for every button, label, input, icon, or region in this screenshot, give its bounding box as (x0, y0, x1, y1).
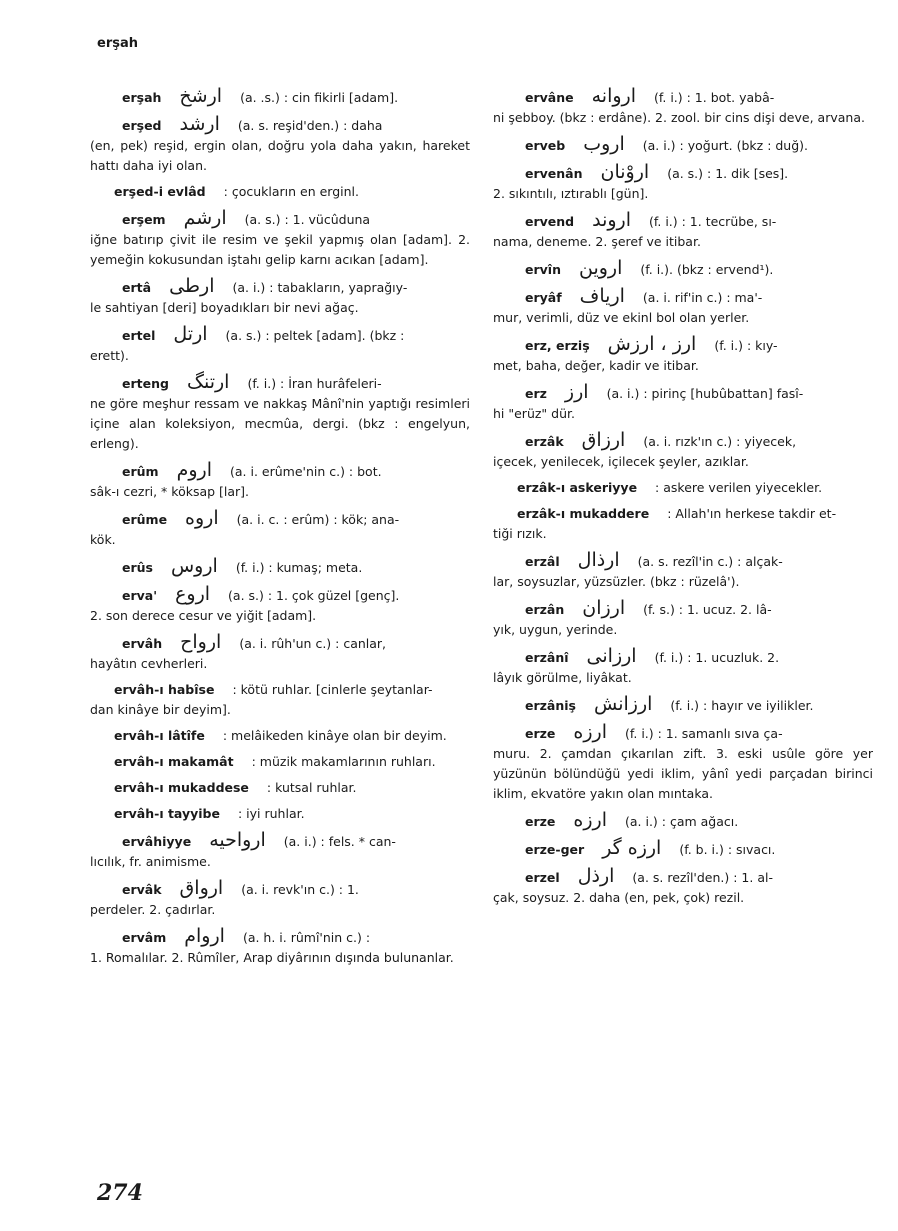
definition-continuation: kök. (90, 532, 116, 547)
entry-first-line (90, 584, 470, 606)
dictionary-entry (493, 210, 873, 252)
definition-start: (a. s. reşid'den.) : daha (237, 118, 383, 133)
definition-start: (a. i.) : fels. * can- (283, 834, 396, 849)
definition-start: (f. i.) : kıy- (714, 338, 778, 353)
entry-first-line (90, 372, 470, 394)
arabic-script: ارتل (173, 323, 208, 345)
arabic-script: اروم (176, 459, 212, 481)
definition-start: (f. i.) : 1. tecrübe, sı- (649, 214, 777, 229)
entry-first-line (493, 478, 873, 498)
headword: erzâk (525, 434, 564, 449)
arabic-script: ارواحیه (209, 829, 266, 851)
dictionary-entry (90, 324, 470, 366)
definition-start: (f. i.) : 1. ucuzluk. 2. (654, 650, 780, 665)
arabic-script: اروام (184, 925, 225, 947)
dictionary-entry (90, 830, 470, 872)
entry-first-line (90, 86, 470, 108)
definition-start: (f. i.) : 1. bot. yabâ- (654, 90, 775, 105)
entry-first-line (493, 382, 873, 404)
entry-first-line (493, 86, 873, 108)
definition-continuation: lıcılık, fr. animisme. (90, 854, 211, 869)
definition-continuation: met, baha, değer, kadir ve itibar. (493, 358, 699, 373)
entry-first-line (493, 722, 873, 744)
dictionary-entry (90, 778, 470, 798)
dictionary-entry (90, 182, 470, 202)
arabic-script: اروانه (591, 85, 636, 107)
definition-continuation: (en, pek) reşid, ergin olan, doğru yola daha yakın, hareket hattı daha iyi olan. (90, 138, 470, 173)
dictionary-entry (90, 372, 470, 454)
definition-continuation: hayâtın cevherleri. (90, 656, 208, 671)
definition-start: (a. h. i. rûmî'nin c.) : (242, 930, 371, 945)
headword: ervâh-ı habîse (114, 682, 215, 697)
dictionary-entry (493, 430, 873, 472)
dictionary-entry (90, 878, 470, 920)
arabic-script: ارزانش (593, 693, 653, 715)
dictionary-entry (493, 504, 873, 544)
entry-first-line (90, 556, 470, 578)
definition-start: (f. s.) : 1. ucuz. 2. lâ- (643, 602, 772, 617)
entry-first-line (90, 182, 470, 202)
definition-start: (a. i. rızk'ın c.) : yiyecek, (643, 434, 797, 449)
headword: ertâ (122, 280, 152, 295)
arabic-script: ارذل (577, 865, 615, 887)
definition-start: : kötü ruhlar. [cinlerle şeytanlar- (232, 682, 433, 697)
entry-first-line (493, 646, 873, 668)
entry-first-line (90, 632, 470, 654)
arabic-script: اروْنان (600, 161, 650, 183)
definition-continuation: iğne batırıp çivit ile resim ve şekil yapmış olan [adam]. 2. yemeğin kokusundan iştahı gelip karnı acıkan [adam]. (90, 232, 470, 267)
definition-start: (f. i.) : kumaş; meta. (235, 560, 363, 575)
definition-start: (f. i.) : 1. samanlı sıva ça- (625, 726, 783, 741)
entry-first-line (90, 680, 470, 700)
headword: ervâh-ı makamât (114, 754, 234, 769)
arabic-script: ارزانی (586, 645, 637, 667)
dictionary-entry (90, 114, 470, 176)
arabic-script: ارزان (582, 597, 626, 619)
definition-continuation: ni şebboy. (bkz : erdâne). 2. zool. bir cins dişi deve, arvana. (493, 110, 865, 125)
definition-continuation: lâyık görülme, liyâkat. (493, 670, 632, 685)
dictionary-entry (90, 584, 470, 626)
definition-start: : melâikeden kinâye olan bir deyim. (222, 728, 447, 743)
definition-continuation: içecek, yenilecek, içilecek şeyler, azıklar. (493, 454, 749, 469)
entry-first-line (90, 114, 470, 136)
arabic-script: اروند (592, 209, 632, 231)
headword: ervâh-ı mukaddese (114, 780, 249, 795)
dictionary-entry (493, 866, 873, 908)
entry-first-line (493, 866, 873, 888)
arabic-script: ارواح (180, 631, 222, 653)
entry-first-line (90, 276, 470, 298)
headword: erzâniş (525, 698, 576, 713)
definition-continuation: çak, soysuz. 2. daha (en, pek, çok) rezil. (493, 890, 745, 905)
definition-start: (f. i.) : İran hurâfeleri- (247, 376, 382, 391)
arabic-script: ارشم (183, 207, 227, 229)
arabic-script: ارزه (573, 809, 607, 831)
entry-first-line (90, 726, 470, 746)
dictionary-entry (493, 810, 873, 832)
dictionary-entry (90, 208, 470, 270)
definition-start: (a. i.) : yoğurt. (bkz : duğ). (642, 138, 809, 153)
arabic-script: ارزه (573, 721, 607, 743)
headword: erşah (122, 90, 162, 105)
entry-first-line (493, 258, 873, 280)
headword: erûs (122, 560, 153, 575)
entry-first-line (90, 878, 470, 900)
dictionary-entry (493, 86, 873, 128)
entry-first-line (493, 210, 873, 232)
definition-continuation: tiği rızık. (493, 526, 547, 541)
arabic-script: ارز ، ارزش (607, 333, 697, 355)
headword: erva' (122, 588, 158, 603)
headword: erteng (122, 376, 169, 391)
headword: ervâh-ı lâtîfe (114, 728, 205, 743)
arabic-script: اروب (583, 133, 625, 155)
headword: erzâk-ı mukaddere (517, 506, 650, 521)
definition-start: (a. i.) : pirinç [hubûbattan] fasî- (606, 386, 804, 401)
dictionary-entry (90, 680, 470, 720)
definition-continuation: lar, soysuzlar, yüzsüzler. (bkz : rüzelâ'). (493, 574, 740, 589)
definition-start: (a. s.) : 1. çok güzel [genç]. (228, 588, 400, 603)
definition-start: (a. i. revk'ın c.) : 1. (241, 882, 359, 897)
arabic-script: ارزه گر (602, 837, 662, 859)
dictionary-entry (90, 276, 470, 318)
dictionary-entry (493, 646, 873, 688)
headword: erûm (122, 464, 159, 479)
entry-first-line (493, 286, 873, 308)
definition-start: (a. s. rezîl'den.) : 1. al- (632, 870, 773, 885)
headword: ervîn (525, 262, 561, 277)
entry-first-line (493, 810, 873, 832)
headword: ervâne (525, 90, 574, 105)
arabic-script: اروین (578, 257, 623, 279)
entry-first-line (493, 162, 873, 184)
dictionary-entry (493, 286, 873, 328)
definition-continuation: nama, deneme. 2. şeref ve itibar. (493, 234, 701, 249)
running-head: erşah (97, 36, 138, 51)
entry-first-line (90, 778, 470, 798)
definition-continuation: muru. 2. çamdan çıkarılan zift. 3. eski usûle göre yer yüzünün bölündüğü yedi iklim, yânî yedi parçadan birinci iklim, ekvatöre yakın olan mıntaka. (493, 746, 873, 801)
dictionary-entry (90, 726, 470, 746)
arabic-script: اروس (170, 555, 218, 577)
definition-start: (a. i. c. : erûm) : kök; ana- (236, 512, 400, 527)
definition-continuation: sâk-ı cezri, * köksap [lar]. (90, 484, 250, 499)
dictionary-entry (90, 926, 470, 968)
headword: ervâm (122, 930, 167, 945)
headword: erşem (122, 212, 166, 227)
dictionary-entry (493, 694, 873, 716)
dictionary-entry (493, 550, 873, 592)
definition-start: (a. i.) : tabakların, yaprağıy- (232, 280, 408, 295)
headword: erşed-i evlâd (114, 184, 206, 199)
definition-continuation: le sahtiyan [deri] boyadıkları bir nevi ağaç. (90, 300, 359, 315)
definition-start: : müzik makamlarının ruhları. (251, 754, 436, 769)
headword: ervâk (122, 882, 162, 897)
headword: erveb (525, 138, 566, 153)
headword: erşed (122, 118, 162, 133)
definition-start: (a. i. erûme'nin c.) : bot. (229, 464, 382, 479)
headword: erzâk-ı askeriyye (517, 480, 638, 495)
entry-first-line (493, 504, 873, 524)
dictionary-entry (493, 478, 873, 498)
entry-first-line (90, 460, 470, 482)
definition-start: (f. b. i.) : sıvacı. (679, 842, 776, 857)
entry-first-line (90, 804, 470, 824)
entry-first-line (493, 694, 873, 716)
headword: erûme (122, 512, 168, 527)
definition-continuation: erett). (90, 348, 129, 363)
entry-first-line (493, 598, 873, 620)
headword: ervâh-ı tayyibe (114, 806, 220, 821)
dictionary-entry (90, 804, 470, 824)
definition-start: (a. i. rif'in c.) : ma'- (642, 290, 763, 305)
definition-start: (a. i.) : çam ağacı. (625, 814, 739, 829)
headword: ervend (525, 214, 575, 229)
headword: eryâf (525, 290, 562, 305)
left-column (90, 86, 470, 974)
headword: ervenân (525, 166, 583, 181)
dictionary-entry (493, 134, 873, 156)
dictionary-entry (90, 86, 470, 108)
headword: ervâhiyye (122, 834, 192, 849)
arabic-script: اروع (175, 583, 211, 605)
headword: ertel (122, 328, 156, 343)
headword: erze (525, 726, 556, 741)
definition-continuation: dan kinâye bir deyim]. (90, 702, 231, 717)
arabic-script: ارطی (169, 275, 215, 297)
dictionary-entry (90, 556, 470, 578)
arabic-script: ارزاق (581, 429, 626, 451)
headword: erzâl (525, 554, 560, 569)
dictionary-entry (493, 334, 873, 376)
definition-continuation: 2. son derece cesur ve yiğit [adam]. (90, 608, 317, 623)
arabic-script: ارياف (579, 285, 625, 307)
dictionary-entry (493, 382, 873, 424)
dictionary-entry (90, 632, 470, 674)
dictionary-entry (493, 598, 873, 640)
entry-first-line (493, 550, 873, 572)
entry-first-line (493, 838, 873, 860)
definition-start: (a. s.) : 1. dik [ses]. (667, 166, 789, 181)
headword: erz (525, 386, 547, 401)
definition-continuation: hi "erüz" dür. (493, 406, 575, 421)
definition-start: : Allah'ın herkese takdir et- (667, 506, 837, 521)
definition-start: (a. s. rezîl'in c.) : alçak- (637, 554, 783, 569)
entry-first-line (90, 508, 470, 530)
headword: erz, erziş (525, 338, 590, 353)
arabic-script: ارتنگ (186, 371, 230, 393)
definition-start: (a. s.) : peltek [adam]. (bkz : (225, 328, 405, 343)
arabic-script: ارشد (179, 113, 220, 135)
headword: erzânî (525, 650, 569, 665)
definition-start: (a. i. rûh'un c.) : canlar, (239, 636, 387, 651)
right-column (493, 86, 873, 914)
definition-start: : askere verilen yiyecekler. (655, 480, 823, 495)
entry-first-line (90, 752, 470, 772)
entry-first-line (90, 324, 470, 346)
dictionary-entry (90, 460, 470, 502)
dictionary-entry (90, 508, 470, 550)
definition-start: (f. i.) : hayır ve iyilikler. (670, 698, 814, 713)
headword: erze-ger (525, 842, 585, 857)
definition-continuation: 2. sıkıntılı, ıztırablı [gün]. (493, 186, 649, 201)
dictionary-entry (493, 162, 873, 204)
entry-first-line (493, 334, 873, 356)
definition-start: : iyi ruhlar. (237, 806, 305, 821)
headword: erze (525, 814, 556, 829)
arabic-script: ارواق (179, 877, 224, 899)
entry-first-line (90, 830, 470, 852)
dictionary-entry (493, 838, 873, 860)
arabic-script: اروه (185, 507, 219, 529)
definition-start: : kutsal ruhlar. (266, 780, 357, 795)
definition-continuation: mur, verimli, düz ve ekinl bol olan yerler. (493, 310, 750, 325)
definition-continuation: yık, uygun, yerinde. (493, 622, 618, 637)
definition-start: (f. i.). (bkz : ervend¹). (640, 262, 774, 277)
definition-continuation: 1. Romalılar. 2. Rûmîler, Arap diyârının dışında bulunanlar. (90, 950, 454, 965)
headword: ervâh (122, 636, 163, 651)
headword: erzel (525, 870, 560, 885)
definition-continuation: perdeler. 2. çadırlar. (90, 902, 216, 917)
arabic-script: ارز (564, 381, 589, 403)
definition-start: : çocukların en erginl. (223, 184, 359, 199)
dictionary-entry (493, 258, 873, 280)
definition-start: (a. s.) : 1. vücûduna (244, 212, 371, 227)
page-number: 274 (97, 1180, 143, 1206)
entry-first-line (90, 926, 470, 948)
entry-first-line (493, 134, 873, 156)
dictionary-entry (90, 752, 470, 772)
arabic-script: ارشخ (179, 85, 223, 107)
entry-first-line (90, 208, 470, 230)
definition-continuation: ne göre meşhur ressam ve nakkaş Mânî'nin yaptığı resimleri içine alan koleksiyon, mecmûa, dergi. (bkz : engelyun, erleng). (90, 396, 470, 451)
dictionary-entry (493, 722, 873, 804)
headword: erzân (525, 602, 565, 617)
arabic-script: ارذال (577, 549, 620, 571)
entry-first-line (493, 430, 873, 452)
definition-start: (a. .s.) : cin fikirli [adam]. (240, 90, 399, 105)
